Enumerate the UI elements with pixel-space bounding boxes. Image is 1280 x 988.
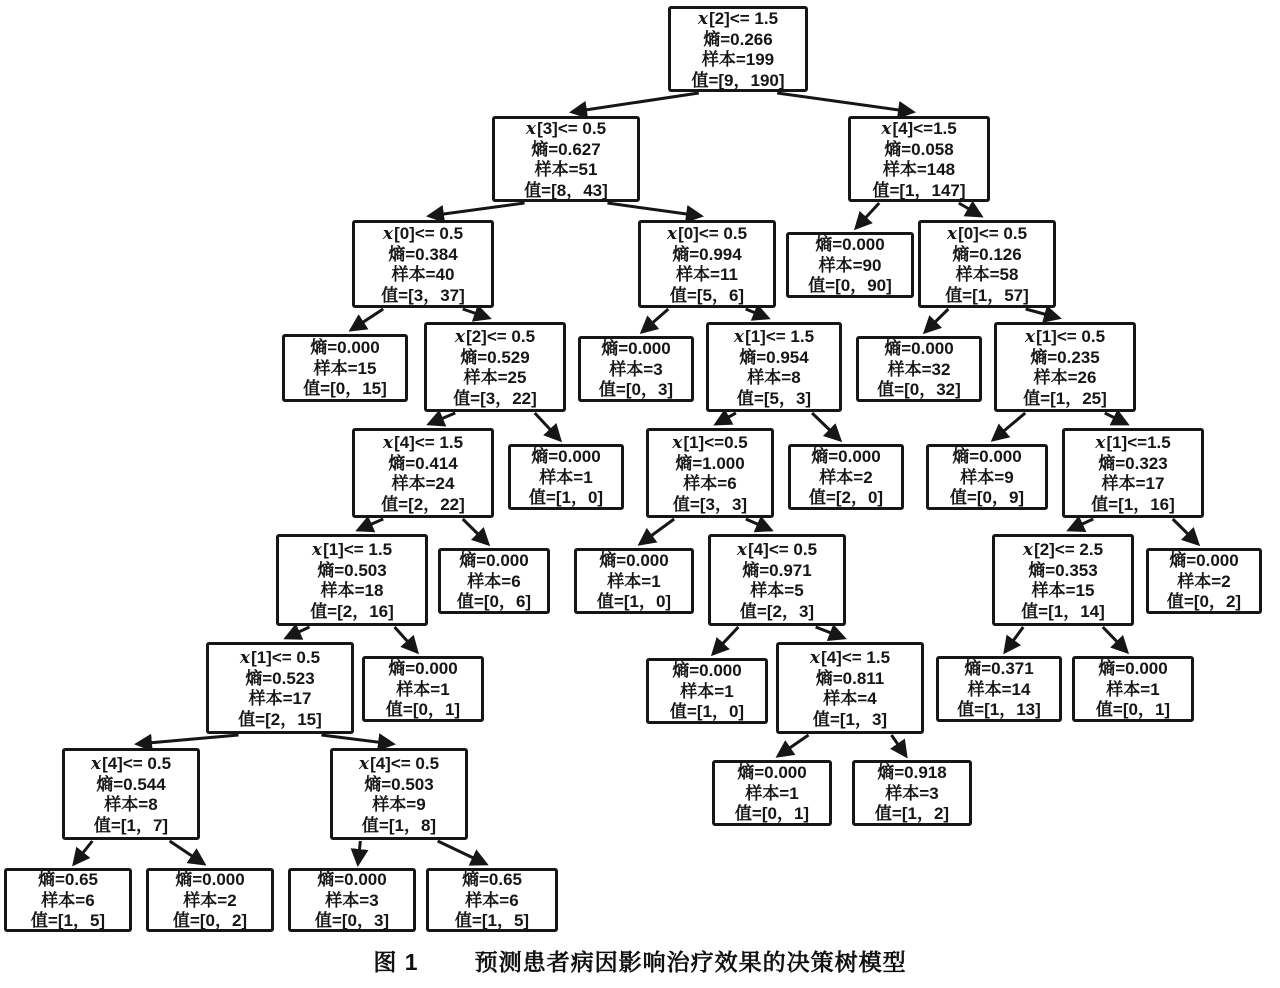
node-samples: 样本=3	[609, 359, 663, 379]
node-samples: 样本=9	[960, 467, 1014, 487]
node-condition: x[2]<= 2.5	[1022, 540, 1104, 560]
node-value: 值=[1，0]	[669, 702, 745, 722]
node-samples: 样本=3	[325, 890, 379, 910]
tree-edge	[170, 841, 204, 864]
node-condition: x[4]<= 1.5	[382, 433, 464, 453]
node-condition: x[1]<=0.5	[672, 433, 748, 453]
node-entropy: 熵=0.000	[1169, 551, 1239, 571]
tree-edge	[746, 309, 768, 318]
node-entropy: 熵=0.000	[672, 661, 742, 681]
tree-node-leaf	[788, 444, 904, 510]
node-value: 值=[0，3]	[314, 911, 390, 931]
tree-node-leaf	[362, 656, 484, 722]
node-condition: x[4]<= 0.5	[358, 754, 440, 774]
node-value: 值=[2，22]	[381, 494, 465, 514]
tree-edge	[463, 519, 488, 544]
node-value: 值=[0，9]	[949, 488, 1025, 508]
node-samples: 样本=15	[313, 358, 377, 378]
node-condition: x[4]<= 0.5	[90, 754, 172, 774]
node-samples: 样本=6	[467, 571, 521, 591]
node-entropy: 熵=0.000	[317, 870, 387, 890]
tree-node-leaf	[852, 760, 972, 826]
tree-node-leaf	[508, 444, 624, 510]
tree-node-leaf	[4, 868, 132, 932]
tree-edge	[640, 519, 674, 544]
tree-edge	[74, 841, 92, 864]
node-value: 值=[1，5]	[30, 911, 106, 931]
node-samples: 样本=148	[882, 160, 956, 179]
tree-node-split	[492, 116, 640, 202]
tree-edge	[1103, 627, 1127, 652]
node-value: 值=[1，2]	[874, 804, 950, 824]
figure-caption-label: 图 1	[373, 949, 419, 975]
node-samples: 样本=1	[607, 571, 661, 591]
node-samples: 样本=6	[41, 890, 95, 910]
node-samples: 样本=15	[1031, 581, 1095, 600]
tree-node-split	[62, 748, 200, 840]
node-entropy: 熵=0.000	[599, 551, 669, 571]
node-samples: 样本=1	[539, 467, 593, 487]
tree-node-leaf	[646, 658, 768, 724]
tree-edge	[993, 413, 1025, 440]
tree-edge	[321, 735, 393, 744]
tree-edge	[713, 627, 738, 654]
node-condition: x[1]<=1.5	[1095, 433, 1171, 453]
node-entropy: 熵=0.503	[317, 560, 387, 580]
node-entropy: 熵=0.000	[952, 447, 1022, 467]
node-entropy: 熵=0.954	[739, 347, 809, 367]
node-entropy: 熵=0.384	[388, 244, 458, 264]
tree-edge	[1005, 627, 1023, 652]
node-entropy: 熵=0.414	[388, 453, 458, 473]
node-condition: x[3]<= 0.5	[525, 119, 607, 139]
node-samples: 样本=1	[680, 681, 734, 701]
node-samples: 样本=199	[701, 50, 775, 69]
node-value: 值=[0，1]	[1095, 700, 1171, 720]
tree-node-leaf	[926, 444, 1048, 510]
figure-caption-title: 预测患者病因影响治疗效果的决策树模型	[474, 949, 907, 975]
tree-node-leaf	[856, 336, 982, 402]
node-condition: x[1]<= 1.5	[733, 327, 815, 347]
tree-edge	[891, 735, 906, 756]
node-condition: x[2]<= 0.5	[454, 327, 536, 347]
node-value: 值=[0，6]	[456, 592, 532, 612]
tree-node-leaf	[1146, 548, 1262, 614]
node-value: 值=[2，3]	[739, 601, 815, 621]
node-value: 值=[3，22]	[453, 388, 537, 408]
node-value: 值=[3，37]	[381, 285, 465, 305]
node-entropy: 熵=0.811	[815, 668, 885, 688]
node-condition: x[0]<= 0.5	[946, 224, 1028, 244]
tree-edge	[778, 735, 809, 756]
tree-node-split	[848, 116, 990, 202]
tree-node-split	[330, 748, 468, 840]
tree-node-split	[708, 534, 846, 626]
node-entropy: 熵=0.000	[1098, 659, 1168, 679]
node-entropy: 熵=0.000	[737, 763, 807, 783]
tree-edge	[1069, 519, 1093, 530]
node-condition: x[0]<= 0.5	[666, 224, 748, 244]
node-entropy: 熵=0.266	[703, 29, 773, 49]
node-entropy: 熵=0.971	[742, 560, 812, 580]
node-entropy: 熵=0.353	[1028, 560, 1098, 580]
tree-edge	[959, 203, 981, 216]
tree-edge	[286, 627, 309, 638]
node-samples: 样本=40	[391, 265, 455, 284]
node-condition: x[4]<=1.5	[881, 119, 957, 139]
node-samples: 样本=8	[104, 795, 158, 814]
node-samples: 样本=26	[1033, 368, 1097, 387]
tree-edge	[1105, 413, 1127, 424]
node-condition: x[1]<= 0.5	[239, 648, 321, 668]
node-samples: 样本=2	[183, 890, 237, 910]
tree-edge	[816, 627, 844, 638]
node-entropy: 熵=0.000	[811, 447, 881, 467]
node-samples: 样本=5	[750, 581, 804, 600]
node-samples: 样本=2	[819, 467, 873, 487]
tree-edge	[395, 627, 417, 652]
node-entropy: 熵=0.000	[601, 339, 671, 359]
node-value: 值=[0，15]	[303, 379, 387, 399]
node-samples: 样本=9	[372, 795, 426, 814]
node-value: 值=[9，190]	[691, 70, 785, 90]
tree-edge	[925, 309, 948, 332]
node-value: 值=[1，16]	[1091, 494, 1175, 514]
tree-node-leaf	[578, 336, 694, 402]
node-samples: 样本=6	[465, 890, 519, 910]
node-value: 值=[1，0]	[596, 592, 672, 612]
node-samples: 样本=3	[885, 783, 939, 803]
tree-edge	[351, 309, 383, 330]
node-condition: x[1]<= 0.5	[1024, 327, 1106, 347]
node-value: 值=[2，0]	[808, 488, 884, 508]
node-entropy: 熵=0.65	[461, 870, 522, 890]
tree-edge	[1173, 519, 1198, 544]
node-value: 值=[1，7]	[93, 815, 169, 835]
node-value: 值=[1，5]	[454, 911, 530, 931]
node-value: 值=[5，6]	[669, 285, 745, 305]
node-value: 值=[0，1]	[734, 804, 810, 824]
tree-edge	[358, 841, 360, 864]
node-entropy: 熵=0.000	[531, 447, 601, 467]
tree-node-split	[424, 322, 566, 412]
node-samples: 样本=14	[967, 679, 1031, 699]
node-samples: 样本=24	[391, 474, 455, 493]
tree-node-leaf	[426, 868, 558, 932]
node-entropy: 熵=0.000	[388, 659, 458, 679]
tree-edge	[856, 203, 879, 228]
node-samples: 样本=8	[747, 368, 801, 387]
tree-node-split	[706, 322, 842, 412]
tree-node-split	[1062, 428, 1204, 518]
tree-edge	[429, 203, 525, 216]
tree-node-leaf	[1072, 656, 1194, 722]
node-entropy: 熵=0.918	[877, 763, 947, 783]
node-entropy: 熵=0.235	[1030, 347, 1100, 367]
tree-edge	[429, 413, 455, 424]
node-entropy: 熵=0.65	[37, 870, 98, 890]
tree-node-leaf	[282, 334, 408, 402]
node-condition: x[1]<= 1.5	[311, 540, 393, 560]
tree-node-split	[994, 322, 1136, 412]
tree-edge	[716, 413, 736, 424]
node-value: 值=[0，1]	[385, 700, 461, 720]
node-value: 值=[2，16]	[310, 601, 394, 621]
node-samples: 样本=2	[1177, 571, 1231, 591]
tree-node-leaf	[786, 232, 914, 298]
tree-node-leaf	[936, 656, 1062, 722]
tree-node-split	[638, 220, 776, 308]
tree-node-leaf	[712, 760, 832, 826]
node-value: 值=[1，13]	[957, 700, 1041, 720]
node-samples: 样本=4	[823, 689, 877, 708]
tree-node-split	[918, 220, 1056, 308]
tree-node-leaf	[574, 548, 694, 614]
node-value: 值=[1，8]	[361, 815, 437, 835]
node-value: 值=[8，43]	[524, 180, 608, 200]
tree-edge	[438, 841, 486, 864]
node-value: 值=[5，3]	[736, 388, 812, 408]
node-samples: 样本=58	[955, 265, 1019, 284]
node-entropy: 熵=0.000	[884, 339, 954, 359]
tree-node-split	[206, 642, 354, 734]
node-entropy: 熵=0.126	[952, 244, 1022, 264]
tree-node-leaf	[438, 548, 550, 614]
node-value: 值=[1，14]	[1021, 601, 1105, 621]
node-entropy: 熵=0.523	[245, 668, 315, 688]
node-samples: 样本=90	[818, 255, 882, 275]
node-samples: 样本=17	[1101, 474, 1165, 493]
figure-caption	[0, 944, 1280, 977]
node-entropy: 熵=0.994	[672, 244, 742, 264]
tree-node-split	[668, 6, 808, 92]
node-value: 值=[3，3]	[672, 494, 748, 514]
tree-edge	[642, 309, 668, 332]
tree-edge	[535, 413, 560, 440]
tree-edge	[463, 309, 489, 318]
node-entropy: 熵=0.627	[531, 139, 601, 159]
node-value: 值=[0，2]	[172, 911, 248, 931]
node-samples: 样本=1	[396, 679, 450, 699]
node-entropy: 熵=0.323	[1098, 453, 1168, 473]
node-value: 值=[2，15]	[238, 709, 322, 729]
node-entropy: 熵=1.000	[675, 453, 745, 473]
node-entropy: 熵=0.503	[364, 774, 434, 794]
node-value: 值=[1，57]	[945, 285, 1029, 305]
node-value: 值=[0，3]	[598, 380, 674, 400]
tree-edge	[572, 93, 699, 112]
node-samples: 样本=25	[463, 368, 527, 387]
node-entropy: 熵=0.371	[964, 659, 1034, 679]
node-condition: x[4]<= 0.5	[736, 540, 818, 560]
node-samples: 样本=18	[320, 581, 384, 600]
tree-edge	[607, 203, 701, 216]
tree-node-split	[992, 534, 1134, 626]
tree-edge	[358, 519, 383, 530]
node-samples: 样本=11	[676, 265, 738, 284]
node-condition: x[2]<= 1.5	[697, 9, 779, 29]
node-condition: x[0]<= 0.5	[382, 224, 464, 244]
node-entropy: 熵=0.529	[460, 347, 530, 367]
node-value: 值=[0，2]	[1166, 592, 1242, 612]
tree-node-split	[646, 428, 774, 518]
node-value: 值=[1，147]	[872, 180, 966, 200]
node-samples: 样本=17	[248, 689, 312, 708]
tree-edge	[812, 413, 840, 440]
node-value: 值=[1，25]	[1023, 388, 1107, 408]
node-samples: 样本=32	[887, 359, 951, 379]
node-value: 值=[0，90]	[808, 276, 892, 296]
node-value: 值=[1，0]	[528, 488, 604, 508]
tree-edge	[1026, 309, 1059, 318]
tree-node-leaf	[288, 868, 416, 932]
node-samples: 样本=1	[745, 783, 799, 803]
node-entropy: 熵=0.544	[96, 774, 166, 794]
node-samples: 样本=6	[683, 474, 737, 493]
tree-node-split	[276, 534, 428, 626]
node-entropy: 熵=0.000	[815, 235, 885, 255]
tree-node-split	[352, 220, 494, 308]
tree-node-leaf	[146, 868, 274, 932]
node-value: 值=[1，3]	[812, 709, 888, 729]
node-entropy: 熵=0.000	[175, 870, 245, 890]
node-condition: x[4]<= 1.5	[809, 648, 891, 668]
tree-edge	[777, 93, 913, 112]
node-entropy: 熵=0.058	[884, 139, 954, 159]
node-entropy: 熵=0.000	[310, 338, 380, 358]
node-samples: 样本=51	[534, 160, 598, 179]
node-entropy: 熵=0.000	[459, 551, 529, 571]
tree-edge	[137, 735, 239, 744]
tree-node-split	[776, 642, 924, 734]
node-samples: 样本=1	[1106, 679, 1160, 699]
tree-node-split	[352, 428, 494, 518]
tree-edge	[746, 519, 771, 530]
node-value: 值=[0，32]	[877, 380, 961, 400]
